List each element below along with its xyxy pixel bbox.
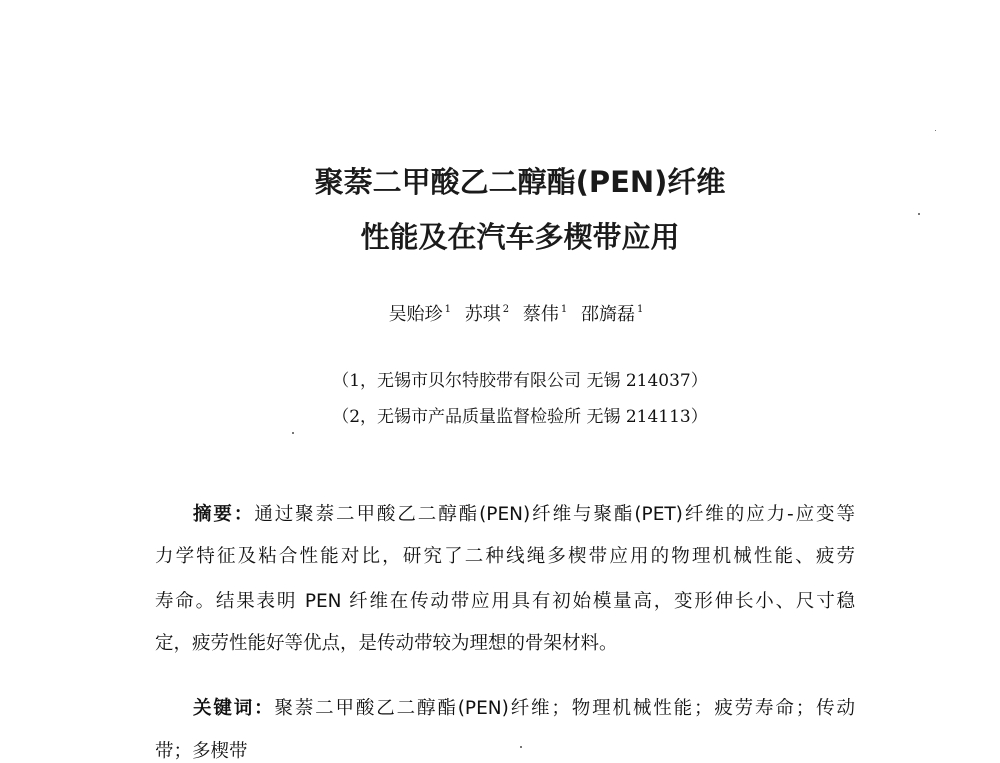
scan-speck (935, 130, 936, 131)
scan-speck (918, 213, 920, 215)
abstract-line: 定，疲劳性能好等优点，是传动带较为理想的骨架材料。 (155, 633, 618, 654)
affiliation-2: （2，无锡市产品质量监督检验所 无锡 214113） (332, 407, 708, 427)
author-affiliation-mark: 1 (560, 304, 568, 315)
author-affiliation-mark: 1 (444, 304, 452, 315)
author-name: 苏琪 (464, 304, 501, 325)
affiliation-1: （1，无锡市贝尔特胶带有限公司 无锡 214037） (332, 371, 708, 391)
keywords-label: 关键词： (193, 698, 275, 719)
abstract-line: 力学特征及粘合性能对比，研究了二种线绳多楔带应用的物理机械性能、疲劳 (155, 546, 855, 567)
author-name: 邵旖磊 (580, 304, 635, 325)
author-affiliation-mark: 2 (502, 304, 510, 315)
abstract-line: 寿命。结果表明 PEN 纤维在传动带应用具有初始模量高，变形伸长小、尺寸稳 (155, 591, 855, 612)
keywords-line: 关键词：聚萘二甲酸乙二醇酯(PEN)纤维；物理机械性能；疲劳寿命；传动 (193, 698, 855, 719)
scan-speck (292, 432, 294, 434)
paper-title-line-2: 性能及在汽车多楔带应用 (360, 220, 680, 254)
author-list (0, 300, 1000, 326)
author-name: 蔡伟 (522, 304, 559, 325)
abstract-line: 摘要：通过聚萘二甲酸乙二醇酯(PEN)纤维与聚酯(PET)纤维的应力-应变等 (193, 504, 855, 525)
author-name: 吴贻珍 (388, 304, 443, 325)
scan-speck (520, 746, 522, 748)
abstract-label: 摘要： (193, 504, 255, 525)
author-affiliation-mark: 1 (636, 304, 644, 315)
paper-title-line-1: 聚萘二甲酸乙二醇酯(PEN)纤维 (314, 165, 726, 199)
keywords-line: 带；多楔带 (155, 741, 248, 762)
